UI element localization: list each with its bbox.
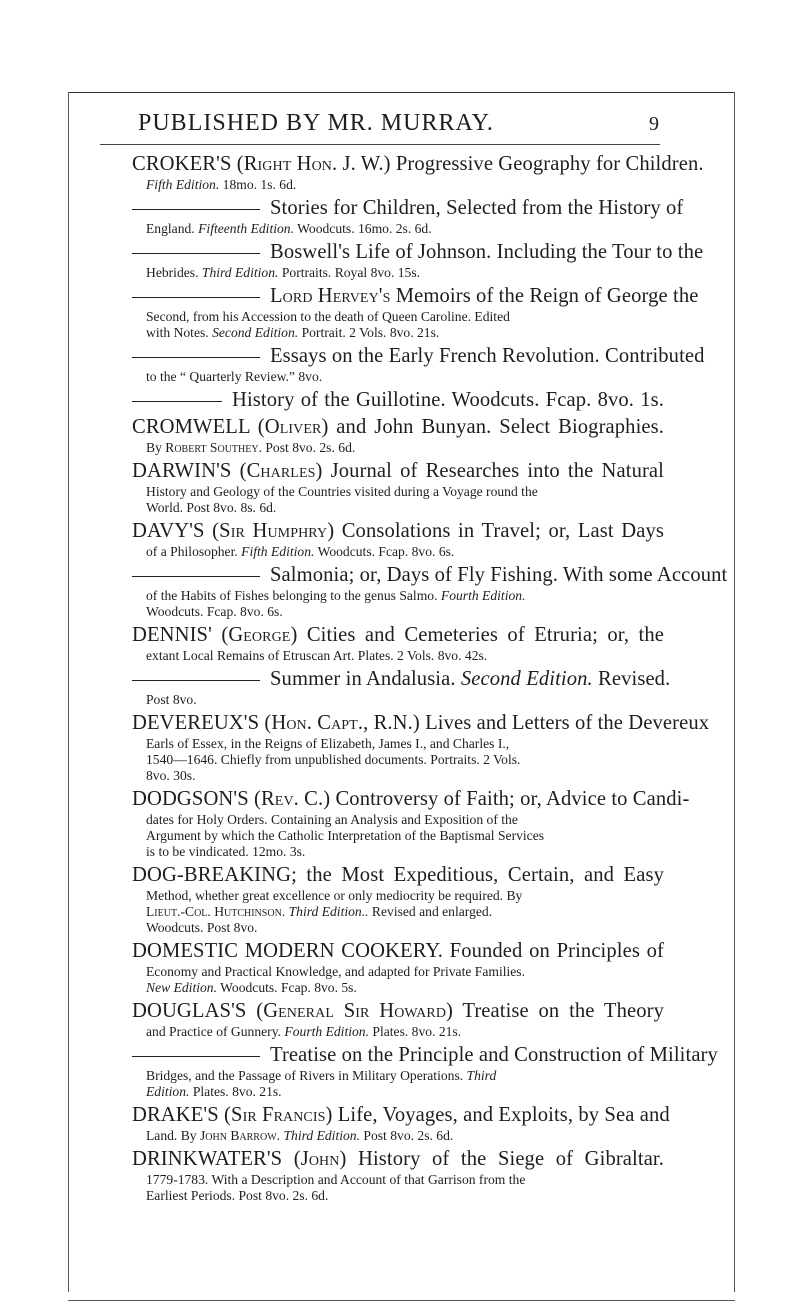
entry-details: 1779-1783. With a Description and Account of that Garrison from the Earliest Periods. Post 8vo. 2s. 6d. (146, 1172, 526, 1203)
frame-rule-top (68, 92, 735, 93)
entry-details: Earls of Essex, in the Reigns of Elizabeth, James I., and Charles I., 1540—1646. Chiefly from unpublished documents. Portraits. 2 Vols. 8vo. 30s. (146, 736, 521, 783)
entry-heading: Lord Hervey's Memoirs of the Reign of George the (132, 284, 664, 308)
catalogue-entry (132, 519, 664, 560)
catalogue-entry (132, 999, 664, 1040)
running-header (138, 110, 660, 137)
catalogue-list (132, 152, 728, 1207)
entry-details: Bridges, and the Passage of Rivers in Military Operations. Third Edition. Plates. 8vo. 21s. (146, 1068, 497, 1099)
catalogue-entry (132, 415, 664, 456)
catalogue-entry (132, 711, 710, 784)
entry-heading: Boswell's Life of Johnson. Including the Tour to the (132, 240, 664, 264)
entry-details: extant Local Remains of Etruscan Art. Plates. 2 Vols. 8vo. 42s. (146, 648, 488, 663)
ditto-rule (132, 297, 260, 298)
entry-details: dates for Holy Orders. Containing an Analysis and Exposition of the Argument by which the Catholic Interpretation of the Baptismal Services is to be vindicated. 12mo. 3s. (146, 812, 545, 859)
entry-heading: DOMESTIC MODERN COOKERY. Founded on Principles of (132, 940, 664, 962)
entry-heading: DARWIN'S (Charles) Journal of Researches into the Natural (132, 460, 664, 482)
entry-heading: DENNIS' (George) Cities and Cemeteries of Etruria; or, the (132, 624, 665, 646)
entry-heading: Salmonia; or, Days of Fly Fishing. With some Account (132, 563, 664, 587)
entry-heading: DOG-BREAKING; the Most Expeditious, Certain, and Easy (132, 864, 664, 886)
entry-details: to the “ Quarterly Review.” 8vo. (146, 369, 323, 384)
catalogue-entry (132, 344, 705, 385)
entry-heading: Treatise on the Principle and Construction of Military (132, 1043, 664, 1067)
page-number: 9 (649, 113, 660, 135)
entry-details: Method, whether great excellence or only mediocrity be required. By Lieut.-Col. Hutchinson. Third Edition.. Revised and enlarged. Woodcuts. Post 8vo. (146, 888, 523, 935)
entry-details: of a Philosopher. Fifth Edition. Woodcuts. Fcap. 8vo. 6s. (146, 544, 455, 559)
entry-details: By Robert Southey. Post 8vo. 2s. 6d. (146, 440, 356, 455)
entry-heading: History of the Guillotine. Woodcuts. Fcap. 8vo. 1s. (132, 388, 664, 412)
entry-heading: Stories for Children, Selected from the History of (132, 196, 664, 220)
entry-heading: Summer in Andalusia. Second Edition. Revised. (132, 667, 664, 691)
entry-heading: DOUGLAS'S (General Sir Howard) Treatise on the Theory (132, 1000, 665, 1022)
catalogue-entry (132, 863, 664, 936)
entry-heading: DAVY'S (Sir Humphry) Consolations in Travel; or, Last Days (132, 520, 664, 542)
entry-details: Post 8vo. (146, 692, 197, 707)
entry-details: England. Fifteenth Edition. Woodcuts. 16mo. 2s. 6d. (146, 221, 432, 236)
entry-details: Economy and Practical Knowledge, and adapted for Private Families. New Edition. Woodcuts. Fcap. 8vo. 5s. (146, 964, 525, 995)
entry-details: Hebrides. Third Edition. Portraits. Royal 8vo. 15s. (146, 265, 421, 280)
entry-heading: CROKER'S (Right Hon. J. W.) Progressive Geography for Children. (132, 153, 704, 175)
header-rule (100, 144, 660, 145)
catalogue-entry (132, 1103, 670, 1144)
ditto-rule (132, 253, 260, 254)
entry-details: History and Geology of the Countries visited during a Voyage round the World. Post 8vo. 8s. 6d. (146, 484, 538, 515)
catalogue-entry (132, 563, 728, 620)
catalogue-entry (132, 939, 664, 996)
entry-details: of the Habits of Fishes belonging to the genus Salmo. Fourth Edition. Woodcuts. Fcap. 8vo. 6s. (146, 588, 526, 619)
catalogue-entry (132, 667, 671, 708)
running-title: PUBLISHED BY MR. MURRAY. (138, 110, 494, 136)
ditto-rule (132, 1056, 260, 1057)
frame-rule-right (734, 92, 735, 1292)
entry-heading: DODGSON'S (Rev. C.) Controversy of Faith; or, Advice to Candi- (132, 788, 690, 810)
entry-heading: CROMWELL (Oliver) and John Bunyan. Select Biographies. (132, 416, 664, 438)
catalogue-entry (132, 1043, 718, 1100)
ditto-rule (132, 680, 260, 681)
catalogue-entry (132, 787, 690, 860)
ditto-rule (132, 576, 260, 577)
entry-details: Fifth Edition. 18mo. 1s. 6d. (146, 177, 297, 192)
entry-heading: DEVEREUX'S (Hon. Capt., R.N.) Lives and Letters of the Devereux (132, 712, 710, 734)
catalogue-entry (132, 240, 704, 281)
entry-details: Second, from his Accession to the death of Queen Caroline. Edited with Notes. Second Edition. Portrait. 2 Vols. 8vo. 21s. (146, 309, 510, 340)
catalogue-entry (132, 284, 699, 341)
entry-details: and Practice of Gunnery. Fourth Edition. Plates. 8vo. 21s. (146, 1024, 462, 1039)
catalogue-entry (132, 623, 664, 664)
catalogue-entry (132, 459, 664, 516)
frame-rule-left (68, 92, 69, 1292)
frame-rule-bottom (68, 1300, 735, 1301)
entry-details: Land. By John Barrow. Third Edition. Post 8vo. 2s. 6d. (146, 1128, 454, 1143)
ditto-rule (132, 209, 260, 210)
ditto-rule (132, 401, 222, 402)
entry-heading: DRINKWATER'S (John) History of the Siege of Gibraltar. (132, 1148, 664, 1170)
entry-heading: DRAKE'S (Sir Francis) Life, Voyages, and Exploits, by Sea and (132, 1104, 670, 1126)
catalogue-entry (132, 196, 684, 237)
catalogue-entry (132, 1147, 664, 1204)
entry-heading: Essays on the Early French Revolution. Contributed (132, 344, 664, 368)
ditto-rule (132, 357, 260, 358)
catalogue-entry (132, 152, 704, 193)
catalogue-entry (132, 388, 664, 412)
